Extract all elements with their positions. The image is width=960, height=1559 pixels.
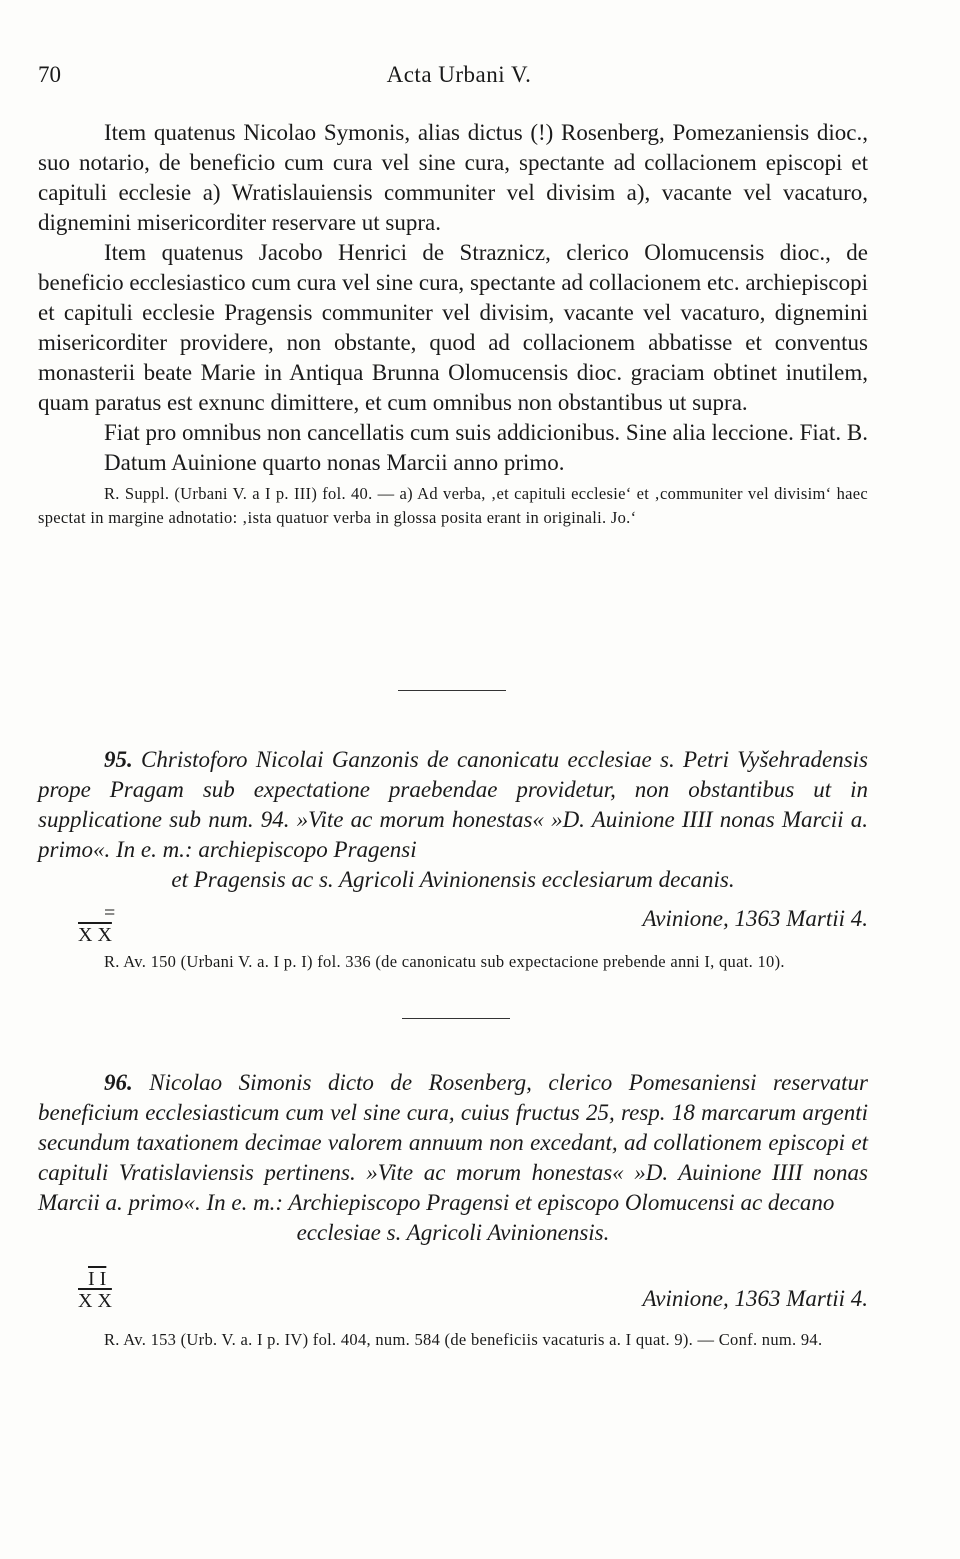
roman-top: I I	[88, 1268, 107, 1290]
running-title: Acta Urbani V.	[386, 62, 532, 87]
regest-96	[38, 1068, 868, 1218]
regest-95-last-line: et Pragensis ac s. Agricoli Avinionensis ecclesiarum decanis.	[171, 867, 735, 892]
paragraph-item-jacobo: Item quatenus Jacobo Henrici de Straznicz, clerico Olomucensis dioc., de beneficio ecclesiastico cum cura vel sine cura, spectante ad collacionem etc. archiepiscopi et capituli ecclesie Pragensis communiter vel divisim, vacante vel vacaturo, dignemini misericorditer providere, non obstante, quod ad collacionem abbatisse et conventus monasterii beate Marie in Antiqua Brunna Olomucensis dioc. graciam obtinet inutilem, quam paratus est exnunc dimittere, et cum omnibus non obstantibus ut supra.	[38, 240, 868, 415]
regest-text: Nicolao Simonis dicto de Rosenberg, clerico Pomesaniensi reservatur beneficium ecclesiasticum cum vel sine cura, cuius fructus 25, resp. 18 marcarum argenti secundum taxationem decimae valorem annuum non excedant, ad collationem episcopi et capituli Vratislaviensis pertinens. »Vite ac morum honestas« »D. Auinione IIII nonas Marcii a. primo«. In e. m.: Archiepiscopo Pragensi et episcopo Olomucensi ac decano	[38, 1070, 869, 1215]
dateline-95: Avinione, 1363 Martii 4.	[642, 906, 868, 931]
roman-annotation-95	[78, 902, 115, 946]
dateline-96: Avinione, 1363 Martii 4.	[642, 1286, 868, 1311]
roman-annotation-96	[78, 1268, 112, 1312]
footnote-entry-96: R. Av. 153 (Urb. V. a. I p. IV) fol. 404, num. 584 (de beneficiis vacaturis a. I quat. 9). — Conf. num. 94.	[104, 1330, 823, 1349]
roman-top: =	[104, 902, 116, 924]
roman-bottom: X X	[78, 924, 112, 946]
entry-94-continuation	[38, 118, 868, 530]
footnote-entry-94: R. Suppl. (Urbani V. a I p. III) fol. 40. — a) Ad verba, ‚et capituli ecclesie‘ et ‚communiter vel divisim‘ haec spectat in margine adnotatio: ‚ista quatuor verba in glossa posita erant in originali. Jo.‘	[38, 484, 868, 527]
page-number: 70	[38, 62, 61, 87]
regest-text: Christoforo Nicolai Ganzonis de canonicatu ecclesiae s. Petri Vyšehradensis prope Pragam sub expectatione praebendae providetur, non obstantibus ut in supplicatione sub num. 94. »Vite ac morum honestas« »D. Auinione IIII nonas Marcii a. primo«. In e. m.: archiepiscopo Pragensi	[38, 747, 868, 862]
entry-number: 96.	[104, 1070, 133, 1095]
page-header	[38, 62, 880, 102]
entry-95	[38, 745, 868, 895]
regest-95	[38, 745, 868, 865]
paragraph-fiat: Fiat pro omnibus non cancellatis cum suis addicionibus. Sine alia leccione. Fiat. B.	[104, 420, 868, 445]
entry-96-note	[38, 1328, 868, 1352]
footnote-entry-95: R. Av. 150 (Urbani V. a. I p. I) fol. 336 (de canonicatu sub expectacione prebende anni I, quat. 10).	[104, 952, 785, 971]
entry-96	[38, 1068, 868, 1248]
entry-95-note	[38, 950, 868, 974]
separator-rule	[402, 1018, 510, 1019]
roman-bottom: X X	[78, 1290, 112, 1312]
regest-96-last-line: ecclesiae s. Agricoli Avinionensis.	[296, 1220, 610, 1245]
paragraph-datum: Datum Auinione quarto nonas Marcii anno primo.	[104, 450, 565, 475]
entry-number: 95.	[104, 747, 133, 772]
separator-rule	[398, 690, 506, 691]
paragraph-item-nicolao: Item quatenus Nicolao Symonis, alias dictus (!) Rosenberg, Pomezaniensis dioc., suo notario, de beneficio cum cura vel sine cura, spectante ad collacionem episcopi et capituli ecclesie a) Wratislauiensis communiter vel divisim a), vacante vel vacaturo, dignemini misericorditer reservare ut supra.	[38, 120, 868, 235]
